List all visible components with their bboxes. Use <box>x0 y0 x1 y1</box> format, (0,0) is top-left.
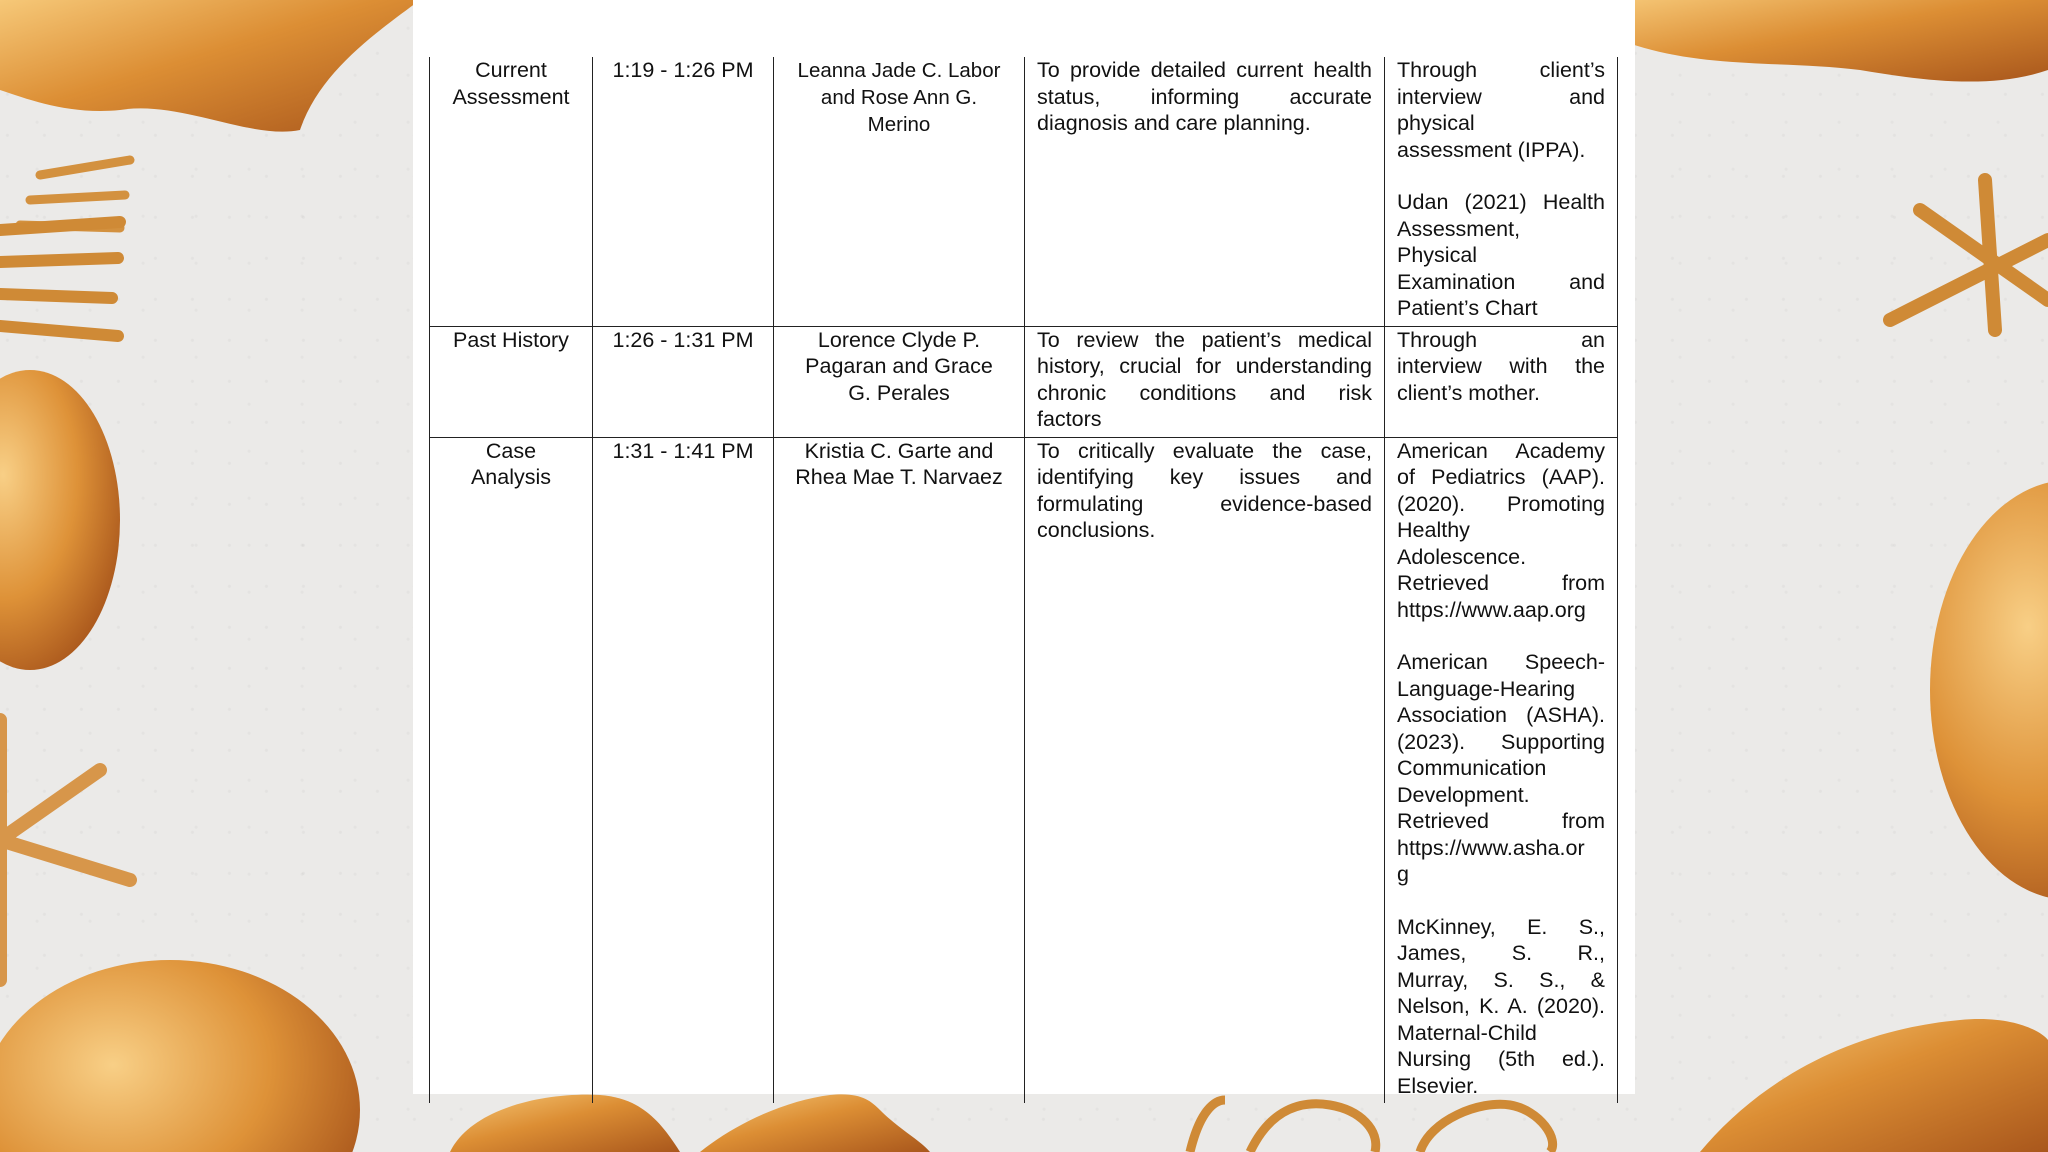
presenter-line: Pagaran and Grace <box>805 354 993 378</box>
reference-line: https://www.aap.org <box>1397 597 1586 622</box>
reference-line: physical <box>1397 111 1475 135</box>
presenters-cell <box>774 326 1025 437</box>
presenter-line: Rhea Mae T. Narvaez <box>795 465 1003 489</box>
objective-line: To review the patient’s medical <box>1037 327 1372 352</box>
time-text: 1:31 - 1:41 PM <box>612 438 754 463</box>
objective-line: identifying key issues and <box>1037 465 1372 489</box>
presenter-line: G. Perales <box>848 380 950 405</box>
presenters-cell <box>774 57 1025 326</box>
reference-line: American Academy <box>1397 438 1605 463</box>
presenter-line: Merino <box>867 113 931 136</box>
reference-line: Development. <box>1397 782 1530 807</box>
reference-line: assessment (IPPA). <box>1397 137 1586 162</box>
objective-cell <box>1025 437 1385 1103</box>
presenters-cell <box>774 437 1025 1103</box>
time-text: 1:19 - 1:26 PM <box>612 58 754 82</box>
objective-line: To provide detailed current health <box>1037 58 1372 82</box>
reference-line: Communication <box>1397 756 1547 780</box>
time-cell <box>593 437 774 1103</box>
reference-line: Through an <box>1397 327 1605 352</box>
reference-line: McKinney, E. S., <box>1397 914 1605 939</box>
table-row <box>430 326 1618 437</box>
top-right-brush <box>1600 0 2048 82</box>
presenter-line: Kristia C. Garte and <box>804 438 994 463</box>
reference-line: Nelson, K. A. (2020). <box>1397 994 1605 1018</box>
reference-line: (2023). Supporting <box>1397 729 1605 754</box>
presenter-line: and Rose Ann G. <box>820 86 978 109</box>
reference-line: Language-Hearing <box>1397 676 1576 701</box>
objective-cell <box>1025 326 1385 437</box>
presenter-line: Lorence Clyde P. <box>817 327 981 352</box>
reference-line: James, S. R., <box>1397 941 1605 965</box>
objective-line: formulating evidence-based <box>1037 491 1372 516</box>
topic-line: Assessment <box>452 84 570 109</box>
reference-line: client’s mother. <box>1397 380 1541 405</box>
reference-line: Patient’s Chart <box>1397 296 1538 320</box>
reference-line: Retrieved from <box>1397 809 1605 833</box>
references-cell <box>1385 326 1618 437</box>
objective-line: diagnosis and care planning. <box>1037 111 1311 135</box>
topic-cell <box>430 57 593 326</box>
reference-line: Elsevier. <box>1397 1073 1479 1098</box>
reference-line: Assessment, <box>1397 216 1521 241</box>
reference-line: Physical <box>1397 243 1478 267</box>
objective-line: factors <box>1037 407 1102 431</box>
reference-line: of Pediatrics (AAP). <box>1397 465 1605 489</box>
reference-line: interview and <box>1397 84 1605 109</box>
reference-line: interview with the <box>1397 354 1605 378</box>
objective-line: history, crucial for understanding <box>1037 354 1372 378</box>
top-left-brush <box>0 0 420 132</box>
reference-line: Healthy <box>1397 518 1470 542</box>
topic-line: Past History <box>453 327 569 352</box>
reference-line: Maternal-Child <box>1397 1020 1537 1045</box>
objective-cell <box>1025 57 1385 326</box>
objective-line: chronic conditions and risk <box>1037 380 1372 405</box>
references-cell <box>1385 57 1618 326</box>
reference-line: Through client’s <box>1397 58 1605 82</box>
time-cell <box>593 326 774 437</box>
objective-line: conclusions. <box>1037 518 1156 542</box>
objective-line: status, informing accurate <box>1037 84 1372 109</box>
reference-line: (2020). Promoting <box>1397 491 1605 516</box>
reference-line: Association (ASHA). <box>1397 703 1605 727</box>
table-row <box>430 57 1618 326</box>
schedule-table <box>429 57 1618 1103</box>
topic-line: Case <box>485 438 537 463</box>
topic-cell <box>430 326 593 437</box>
topic-line: Current <box>475 58 547 82</box>
right-star <box>1890 180 2048 330</box>
table-row <box>430 437 1618 1103</box>
topic-line: Analysis <box>470 465 552 489</box>
reference-line: Examination and <box>1397 269 1605 294</box>
reference-line: g <box>1397 862 1409 886</box>
reference-line: American Speech- <box>1397 650 1605 674</box>
bottom-brush-left <box>450 1095 680 1152</box>
reference-line: Murray, S. S., & <box>1397 967 1605 992</box>
references-cell <box>1385 437 1618 1103</box>
objective-line: To critically evaluate the case, <box>1037 438 1372 463</box>
topic-cell <box>430 437 593 1103</box>
reference-line: https://www.asha.or <box>1397 835 1585 860</box>
bottom-squiggle <box>1190 1100 1553 1152</box>
left-stripes <box>0 222 120 336</box>
reference-line: Nursing (5th ed.). <box>1397 1047 1605 1071</box>
reference-line: Udan (2021) Health <box>1397 190 1605 214</box>
presenter-line: Leanna Jade C. Labor <box>797 59 1001 82</box>
time-cell <box>593 57 774 326</box>
reference-line: Retrieved from <box>1397 571 1605 595</box>
time-text: 1:26 - 1:31 PM <box>612 327 754 352</box>
reference-line: Adolescence. <box>1397 544 1527 569</box>
